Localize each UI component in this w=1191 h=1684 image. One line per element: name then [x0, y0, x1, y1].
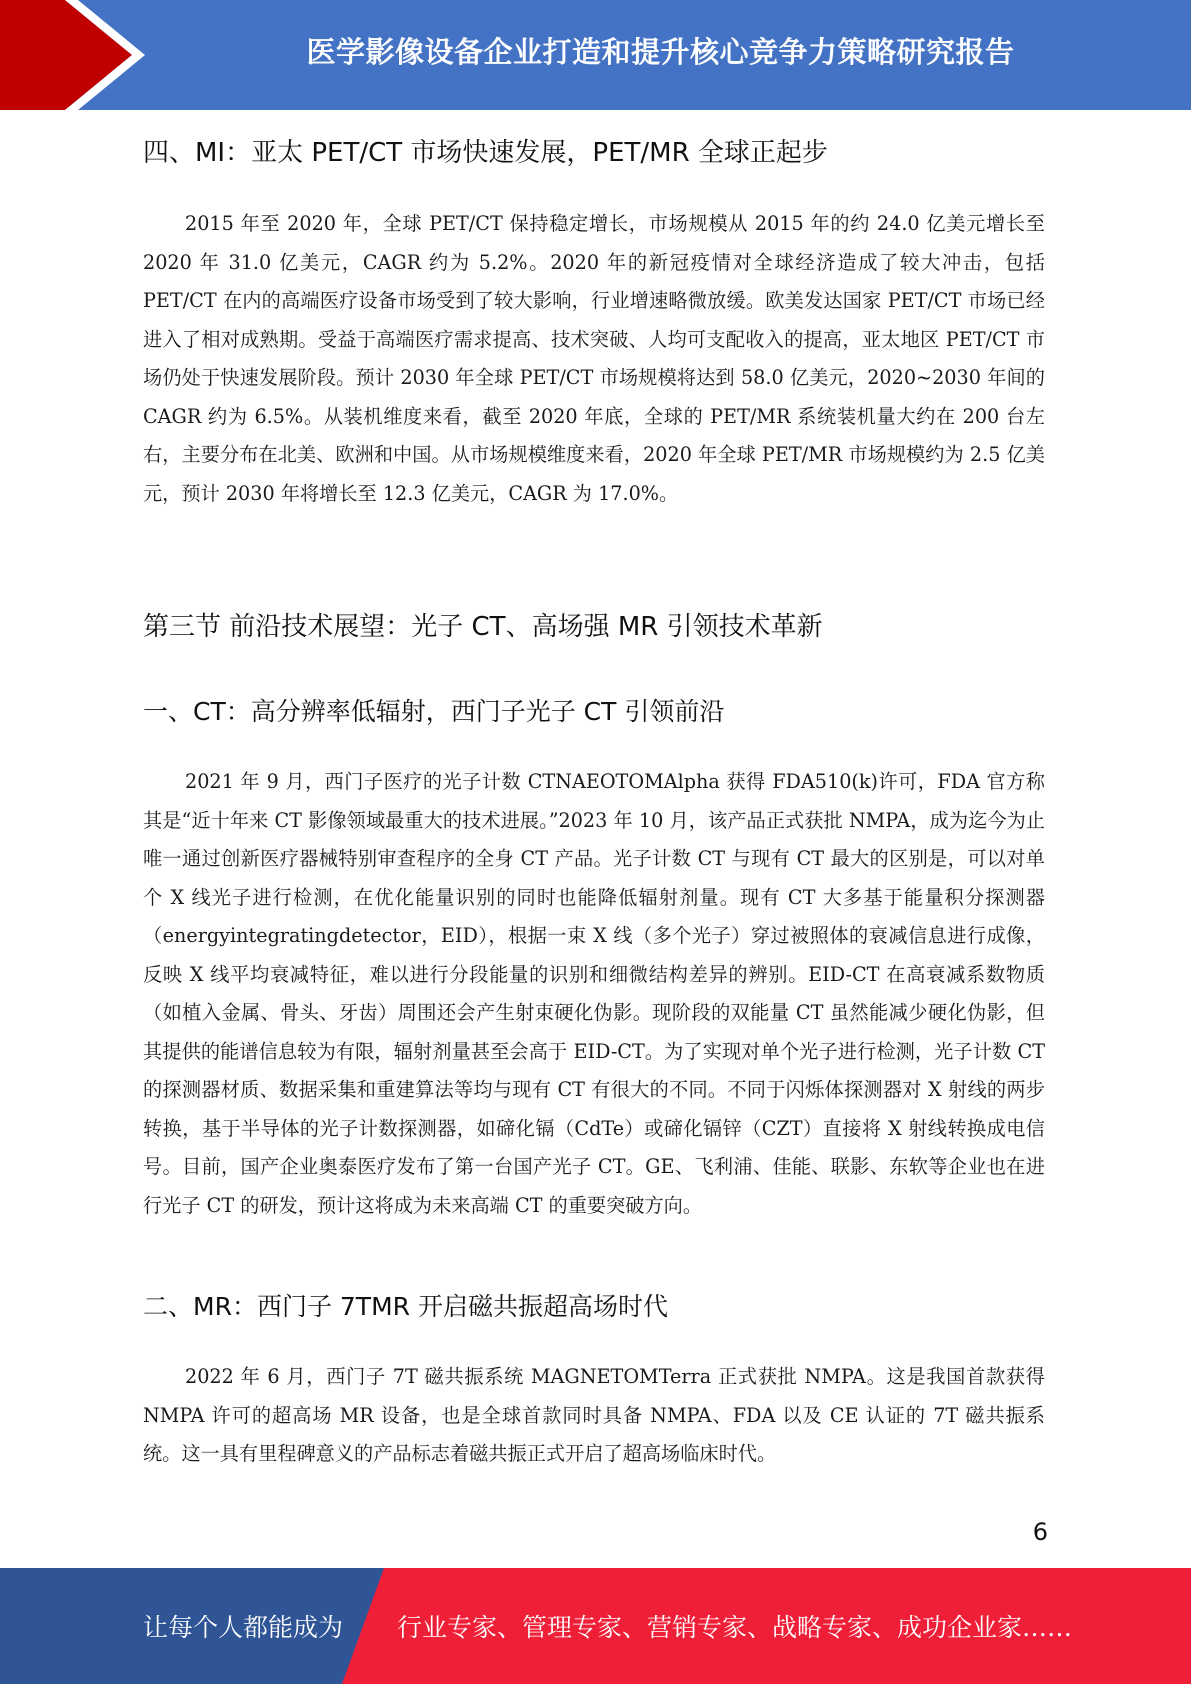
report-title: 医学影像设备企业打造和提升核心竞争力策略研究报告 — [306, 34, 1015, 69]
page-header — [0, 0, 1191, 110]
section-mr-body — [143, 1358, 1045, 1474]
footer-slogan-right: 行业专家、管理专家、营销专家、战略专家、成功企业家…… — [397, 1613, 1073, 1642]
page-footer — [0, 1568, 1191, 1684]
paragraph-mi: 2015 年至 2020 年，全球 PET/CT 保持稳定增长，市场规模从 2015 年的约 24.0 亿美元增长至 2020 年 31.0 亿美元，CAGR 约为 5.2%。2020 年的新冠疫情对全球经济造成了较大冲击，包括 PET/CT 在内的高端医疗设备市场受到了较大影响，行业增速略微放缓。欧美发达国家 PET/CT 市场已经进入了相对成熟期。受益于高端医疗需求提高、技术突破、人均可支配收入的提高，亚太地区 PET/CT 市场仍处于快速发展阶段。预计 2030 年全球 PET/CT 市场规模将达到 58.0 亿美元，2020~2030 年间的 CAGR 约为 6.5%。从装机维度来看，截至 2020 年底，全球的 PET/MR 系统装机量大约在 200 台左右，主要分布在北美、欧洲和中国。从市场规模维度来看，2020 年全球 PET/MR 市场规模约为 2.5 亿美元，预计 2030 年将增长至 12.3 亿美元，CAGR 为 17.0%。 — [143, 212, 1045, 505]
section-heading-mr: 二、MR：西门子 7TMR 开启磁共振超高场时代 — [143, 1292, 668, 1321]
footer-slogan-left: 让每个人都能成为 — [143, 1613, 344, 1642]
section-heading-ct: 一、CT：高分辨率低辐射，西门子光子 CT 引领前沿 — [143, 697, 725, 726]
chapter-heading: 第三节 前沿技术展望：光子 CT、高场强 MR 引领技术革新 — [143, 612, 823, 642]
section-ct-body — [143, 763, 1045, 1225]
section-mi — [143, 132, 1045, 169]
section-mi-body — [143, 205, 1045, 513]
paragraph-mr: 2022 年 6 月，西门子 7T 磁共振系统 MAGNETOMTerra 正式获批 NMPA。这是我国首款获得 NMPA 许可的超高场 MR 设备，也是全球首款同时具备 NMPA、FDA 以及 CE 认证的 7T 磁共振系统。这一具有里程碑意义的产品标志着磁共振正式开启了超高场临床时代。 — [143, 1365, 1045, 1465]
section-ct — [143, 692, 1045, 728]
page-number: 6 — [1032, 1518, 1048, 1546]
section-mr — [143, 1287, 1045, 1323]
section-three — [143, 606, 1045, 643]
paragraph-ct: 2021 年 9 月，西门子医疗的光子计数 CTNAEOTOMAlpha 获得 FDA510(k)许可，FDA 官方称其是“近十年来 CT 影像领域最重大的技术进展。”2023 年 10 月，该产品正式获批 NMPA，成为迄今为止唯一通过创新医疗器械特别审查程序的全身 CT 产品。光子计数 CT 与现有 CT 最大的区别是，可以对单个 X 线光子进行检测，在优化能量识别的同时也能降低辐射剂量。现有 CT 大多基于能量积分探测器（energyintegratingdetector，EID），根据一束 X 线（多个光子）穿过被照体的衰减信息进行成像，反映 X 线平均衰减特征，难以进行分段能量的识别和细微结构差异的辨别。EID-CT 在高衰减系数物质（如植入金属、骨头、牙齿）周围还会产生射束硬化伪影。现阶段的双能量 CT 虽然能减少硬化伪影，但其提供的能谱信息较为有限，辐射剂量甚至会高于 EID-CT。为了实现对单个光子进行检测，光子计数 CT 的探测器材质、数据采集和重建算法等均与现有 CT 有很大的不同。不同于闪烁体探测器对 X 射线的两步转换，基于半导体的光子计数探测器，如碲化镉（CdTe）或碲化镉锌（CZT）直接将 X 射线转换成电信号。目前，国产企业奥泰医疗发布了第一台国产光子 CT。GE、飞利浦、佳能、联影、东软等企业也在进行光子 CT 的研发，预计这将成为未来高端 CT 的重要突破方向。 — [143, 770, 1045, 1217]
section-heading-mi: 四、MI：亚太 PET/CT 市场快速发展，PET/MR 全球正起步 — [143, 138, 828, 168]
